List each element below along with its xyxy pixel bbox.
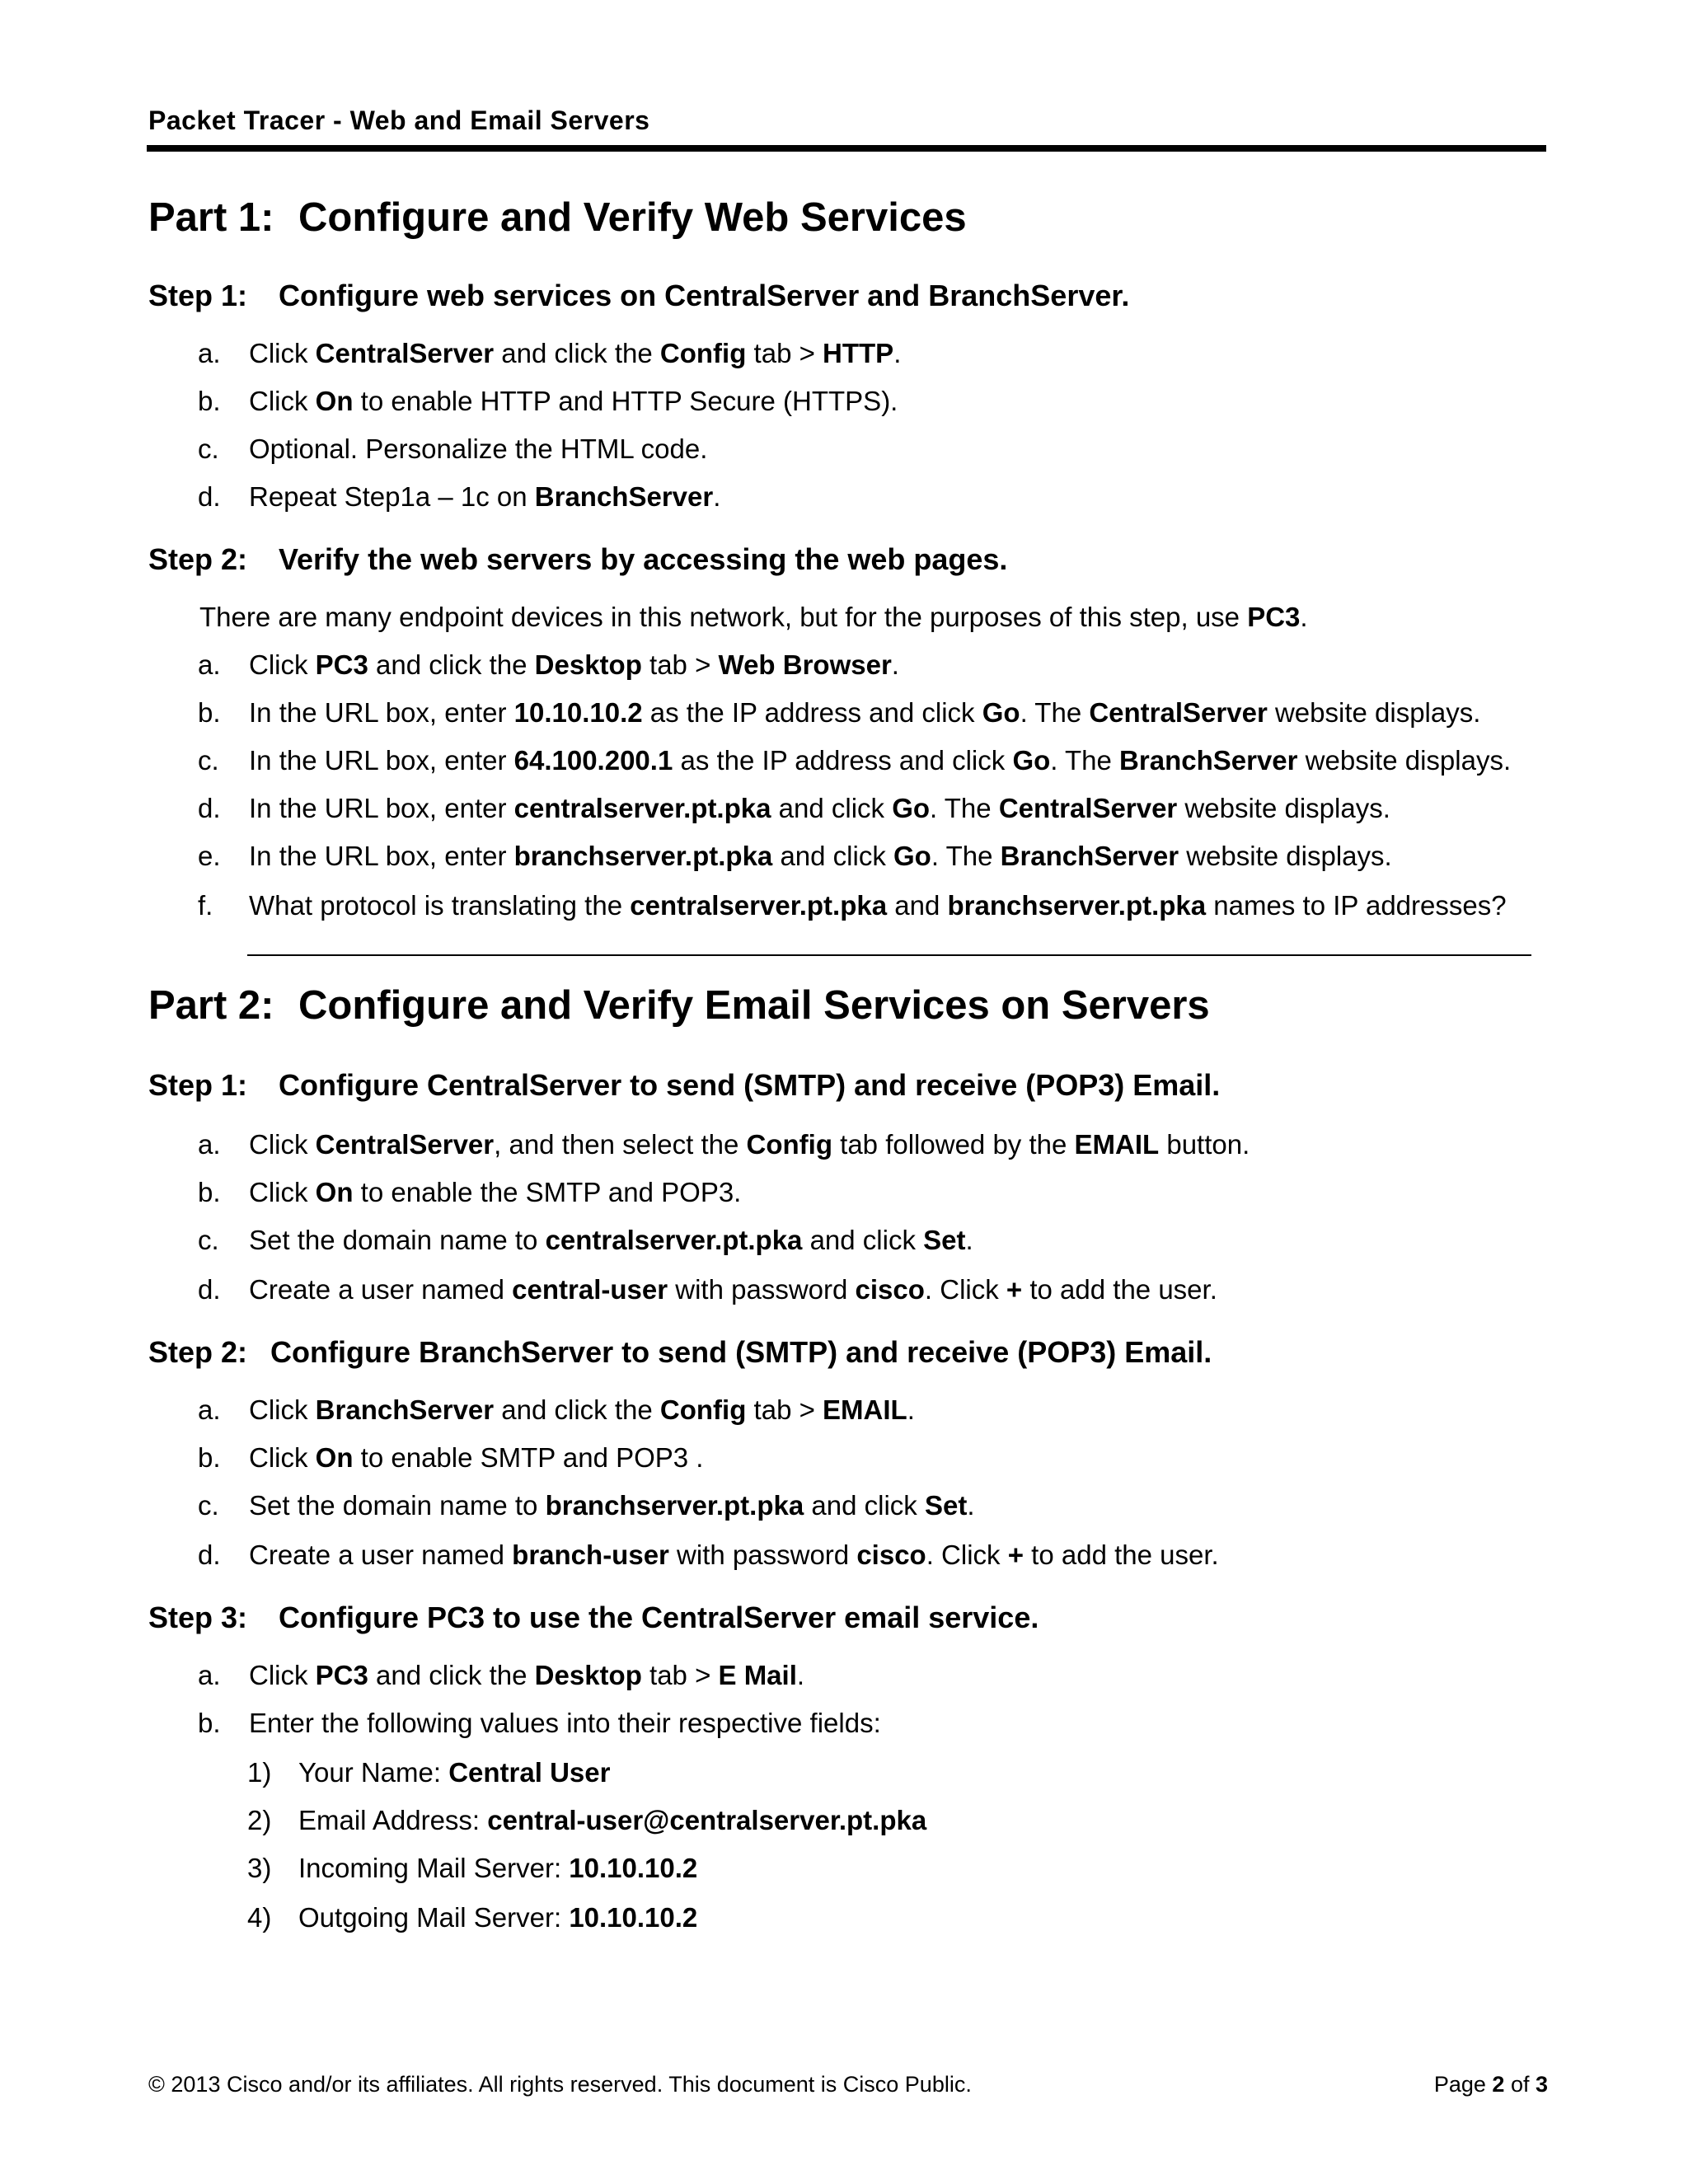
step-number: Step 2:: [148, 1335, 248, 1369]
header-divider: [147, 145, 1546, 152]
step-title: Configure BranchServer to send (SMTP) and receive (POP3) Email.: [270, 1335, 1212, 1369]
list-item: a. Click PC3 and click the Desktop tab > Web Browser.: [198, 649, 899, 680]
list-item: a. Click CentralServer and click the Config tab > HTTP.: [198, 338, 902, 368]
part-title: Configure and Verify Web Services: [298, 195, 967, 240]
step-number: Step 2:: [148, 542, 248, 576]
field-item: 3) Incoming Mail Server: 10.10.10.2: [247, 1853, 698, 1883]
list-item: a. Click BranchServer and click the Config tab > EMAIL.: [198, 1394, 915, 1425]
step-number: Step 1:: [148, 1068, 248, 1102]
list-item: b. Enter the following values into their respective fields:: [198, 1708, 881, 1738]
list-item: e. In the URL box, enter branchserver.pt.pka and click Go. The BranchServer website displays.: [198, 841, 1392, 871]
list-item: c. Set the domain name to branchserver.pt.pka and click Set.: [198, 1490, 975, 1521]
list-item: c. In the URL box, enter 64.100.200.1 as the IP address and click Go. The BranchServer website displays.: [198, 745, 1512, 776]
list-item: b. Click On to enable SMTP and POP3 .: [198, 1442, 704, 1473]
part-1-heading: [148, 194, 967, 241]
step-title: Configure PC3 to use the CentralServer email service.: [279, 1601, 1039, 1634]
step-title: Configure CentralServer to send (SMTP) and receive (POP3) Email.: [279, 1068, 1221, 1102]
answer-line[interactable]: [247, 954, 1531, 956]
list-item: d. Create a user named central-user with password cisco. Click + to add the user.: [198, 1274, 1217, 1305]
list-item: a. Click PC3 and click the Desktop tab > E Mail.: [198, 1660, 805, 1690]
step-number: Step 1:: [148, 279, 248, 312]
list-item: b. In the URL box, enter 10.10.10.2 as the IP address and click Go. The CentralServer website displays.: [198, 697, 1481, 728]
field-item: 1) Your Name: Central User: [247, 1757, 611, 1788]
part1-step1-heading: [148, 279, 1129, 313]
list-item: b. Click On to enable HTTP and HTTP Secure (HTTPS).: [198, 386, 898, 416]
step-title: Configure web services on CentralServer and BranchServer.: [279, 279, 1130, 312]
field-item: 2) Email Address: central-user@centralserver.pt.pka: [247, 1805, 927, 1835]
part1-step2-heading: [148, 542, 1007, 577]
intro-paragraph: There are many endpoint devices in this network, but for the purposes of this step, use PC3.: [199, 602, 1308, 632]
part2-step1-heading: [148, 1068, 1220, 1103]
part-number: Part 2:: [148, 983, 274, 1028]
list-item: c. Optional. Personalize the HTML code.: [198, 434, 708, 464]
part-number: Part 1:: [148, 195, 274, 240]
part-title: Configure and Verify Email Services on Servers: [298, 983, 1210, 1028]
list-item: b. Click On to enable the SMTP and POP3.: [198, 1177, 742, 1207]
part-2-heading: [148, 982, 1210, 1029]
list-item: c. Set the domain name to centralserver.pt.pka and click Set.: [198, 1225, 973, 1255]
list-item: f. What protocol is translating the centralserver.pt.pka and branchserver.pt.pka names to IP addresses?: [198, 890, 1507, 921]
part2-step3-heading: [148, 1601, 1039, 1635]
step-title: Verify the web servers by accessing the web pages.: [279, 542, 1008, 576]
list-item: a. Click CentralServer, and then select the Config tab followed by the EMAIL button.: [198, 1129, 1250, 1160]
part2-step2-heading: [148, 1335, 1212, 1370]
list-item: d. Repeat Step1a – 1c on BranchServer.: [198, 481, 721, 512]
footer-page-number: Page 2 of 3: [1433, 2072, 1548, 2097]
document-header-title: Packet Tracer - Web and Email Servers: [148, 105, 650, 135]
list-item: d. Create a user named branch-user with password cisco. Click + to add the user.: [198, 1540, 1219, 1570]
list-item: d. In the URL box, enter centralserver.pt.pka and click Go. The CentralServer website displays.: [198, 793, 1390, 823]
field-item: 4) Outgoing Mail Server: 10.10.10.2: [247, 1902, 698, 1933]
footer-copyright: © 2013 Cisco and/or its affiliates. All rights reserved. This document is Cisco Public.: [148, 2072, 972, 2097]
step-number: Step 3:: [148, 1601, 248, 1634]
